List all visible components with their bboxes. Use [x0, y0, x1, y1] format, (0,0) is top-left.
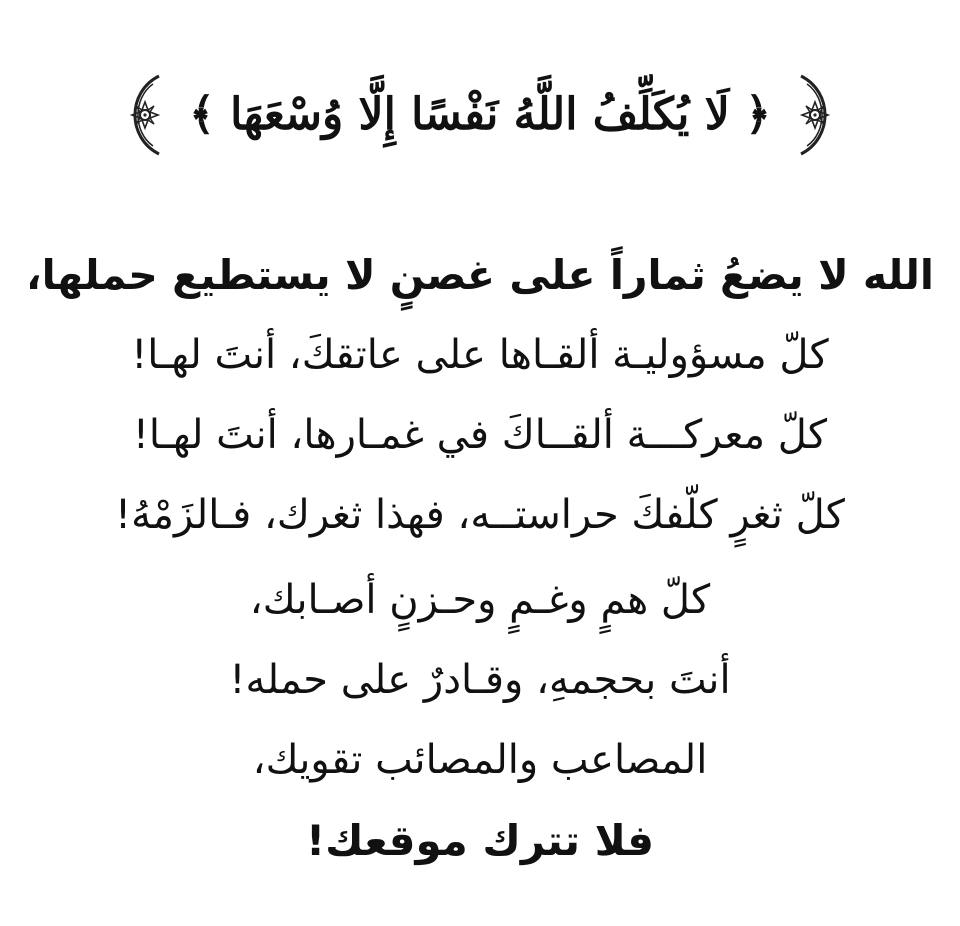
poem-line-6: أنتَ بحجمهِ، وقـادرٌ على حمله!	[229, 657, 731, 703]
poem-line-4: كلّ ثغرٍ كلّفكَ حراستــه، فهذا ثغرك، فـالزَمْهُ!	[115, 492, 845, 538]
poem-line-8: فلا تترك موقعك!	[306, 816, 654, 865]
poem-line-1: الله لا يضعُ ثماراً على غصنٍ لا يستطيع حملها،	[26, 251, 934, 299]
poem-line-3: كلّ معركـــة ألقــاكَ في غمـارها، أنتَ لهـا!	[132, 412, 828, 458]
poem-line-5: كلّ همٍ وغـمٍ وحـزنٍ أصـابك،	[249, 577, 711, 623]
quran-verse-header	[0, 70, 960, 160]
poem-line-7: المصاعب والمصائب تقويك،	[252, 737, 708, 783]
verse-text: ﴿ لَا يُكَلِّفُ اللَّهُ نَفْسًا إِلَّا وُسْعَهَا ﴾	[189, 89, 771, 140]
left-ornament-icon	[119, 70, 173, 160]
poem-line-2: كلّ مسؤوليـة ألقـاها على عاتقكَ، أنتَ لهـا!	[131, 332, 829, 378]
right-ornament-icon	[787, 70, 841, 160]
